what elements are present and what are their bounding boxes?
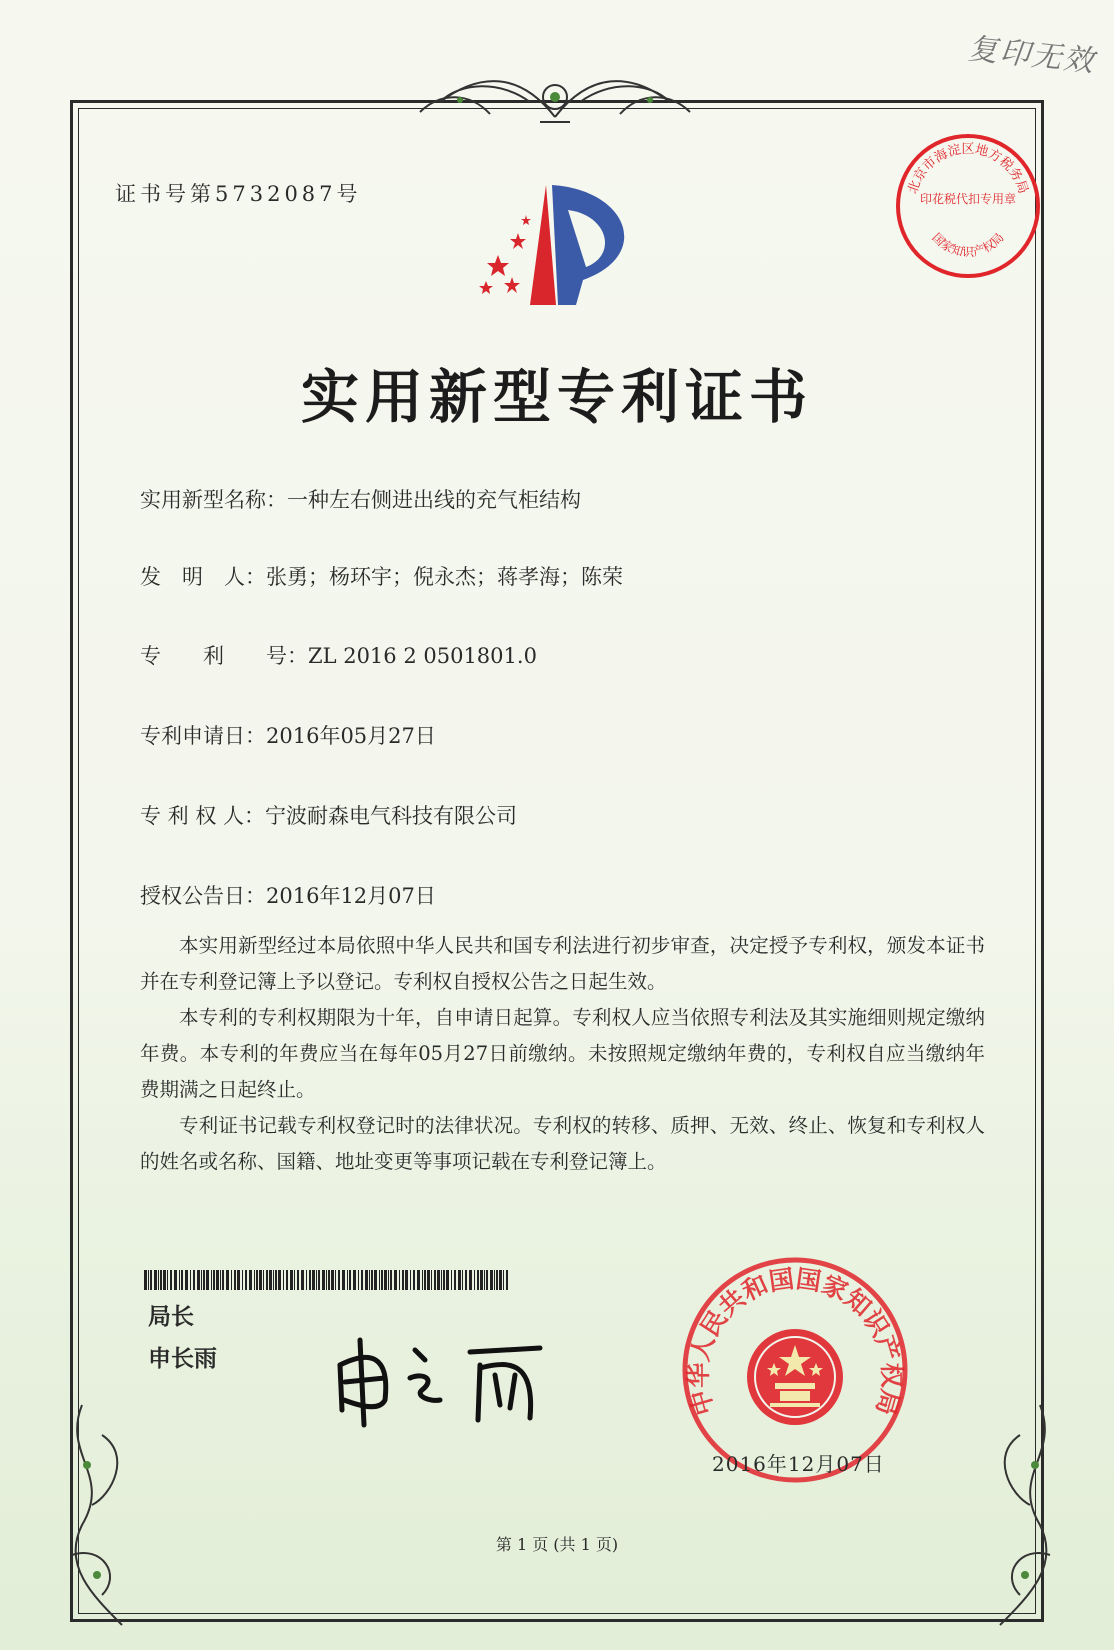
barcode-bar xyxy=(254,1270,255,1290)
barcode-bar xyxy=(469,1270,472,1290)
barcode-bar xyxy=(266,1270,268,1290)
barcode-bar xyxy=(290,1270,293,1290)
barcode-bar xyxy=(394,1270,397,1290)
national-seal-arc-text: 中华人民共和国国家知识产权局 xyxy=(683,1264,907,1419)
barcode-bar xyxy=(242,1270,243,1290)
field-label: 发 明 人： xyxy=(140,565,266,589)
certificate-number: 证书号第5732087号 xyxy=(115,182,362,206)
field-label: 授权公告日： xyxy=(140,884,266,908)
barcode-bar xyxy=(365,1270,368,1290)
barcode-bar xyxy=(220,1270,221,1290)
barcode-bar xyxy=(278,1270,281,1290)
director-signature xyxy=(330,1330,570,1430)
barcode-bar xyxy=(263,1270,264,1290)
barcode-bar xyxy=(480,1270,483,1290)
barcode-bar xyxy=(437,1270,440,1290)
barcode-bar xyxy=(384,1270,387,1290)
field-value: 宁波耐森电气科技有限公司 xyxy=(265,804,518,828)
barcode-bar xyxy=(150,1270,152,1290)
barcode-bar xyxy=(170,1270,172,1290)
barcode-bar xyxy=(399,1270,400,1290)
barcode-bar xyxy=(154,1270,157,1290)
document-title: 实用新型专利证书 xyxy=(300,363,813,431)
barcode-bar xyxy=(443,1270,445,1290)
barcode-bar xyxy=(273,1270,274,1290)
barcode-bar xyxy=(301,1270,304,1290)
field-application-date xyxy=(140,720,436,750)
barcode-bar xyxy=(434,1270,436,1290)
barcode-bar xyxy=(256,1270,258,1290)
barcode-bar xyxy=(462,1270,463,1290)
barcode-bar xyxy=(144,1270,147,1290)
barcode-bar xyxy=(353,1270,356,1290)
barcode-bar xyxy=(431,1270,432,1290)
barcode-bar xyxy=(309,1270,311,1290)
barcode-bar xyxy=(496,1270,498,1290)
barcode-bar xyxy=(477,1270,479,1290)
barcode-bar xyxy=(506,1270,508,1290)
barcode-bar xyxy=(427,1270,430,1290)
barcode-bar xyxy=(326,1270,327,1290)
field-label: 专 利 权 人： xyxy=(140,804,266,828)
barcode-bar xyxy=(237,1270,240,1290)
barcode-bar xyxy=(422,1270,423,1290)
barcode-bar xyxy=(213,1270,215,1290)
barcode-bar xyxy=(361,1270,363,1290)
barcode-bar xyxy=(259,1270,262,1290)
barcode-bar xyxy=(163,1270,166,1290)
barcode-bar xyxy=(231,1270,232,1290)
bottom-right-ornament xyxy=(950,1395,1070,1635)
barcode-bar xyxy=(342,1270,345,1290)
tax-seal-bottom-text: 国家知识产权局 xyxy=(929,230,1007,259)
barcode-bar xyxy=(417,1270,420,1290)
field-inventors xyxy=(140,561,623,591)
barcode-bar xyxy=(331,1270,334,1290)
tax-office-seal xyxy=(893,131,1043,281)
field-grant-date xyxy=(140,880,436,910)
field-utility-name xyxy=(140,484,581,514)
field-value: 张勇；杨环宇；倪永杰；蒋孝海；陈荣 xyxy=(266,565,623,589)
barcode-bar xyxy=(193,1270,195,1290)
barcode-bar xyxy=(294,1270,295,1290)
barcode-bar xyxy=(328,1270,330,1290)
barcode-bar xyxy=(222,1270,224,1290)
barcode-bar xyxy=(234,1270,236,1290)
barcode-bar xyxy=(269,1270,272,1290)
barcode-bar xyxy=(174,1270,177,1290)
barcode-bar xyxy=(245,1270,247,1290)
field-label: 专利申请日： xyxy=(140,724,266,748)
barcode-bar xyxy=(405,1270,408,1290)
barcode-bar xyxy=(499,1270,502,1290)
barcode-bar xyxy=(494,1270,495,1290)
barcode-bar xyxy=(338,1270,340,1290)
handwritten-note: 复印无效 xyxy=(966,31,1098,80)
barcode-bar xyxy=(203,1270,205,1290)
barcode-bar xyxy=(148,1270,149,1290)
paragraph-1: 本实用新型经过本局依照中华人民共和国专利法进行初步审查，决定授予专利权，颁发本证书并在专利登记簿上予以登记。专利权自授权公告之日起生效。 xyxy=(140,934,985,993)
barcode-bar xyxy=(286,1270,288,1290)
barcode-bar xyxy=(179,1270,180,1290)
barcode-bar xyxy=(226,1270,229,1290)
body-text xyxy=(140,928,985,1180)
barcode-bar xyxy=(441,1270,442,1290)
director-title: 局长 xyxy=(148,1304,194,1330)
barcode-bar xyxy=(349,1270,351,1290)
patent-office-logo xyxy=(478,185,653,315)
barcode-bar xyxy=(275,1270,277,1290)
barcode-bar xyxy=(197,1270,200,1290)
barcode-bar xyxy=(388,1270,389,1290)
barcode-bar xyxy=(160,1270,162,1290)
barcode-bar xyxy=(424,1270,426,1290)
barcode-bar xyxy=(185,1270,188,1290)
barcode-bar xyxy=(181,1270,183,1290)
barcode-bar xyxy=(201,1270,202,1290)
barcode-bar xyxy=(503,1270,504,1290)
tax-seal-arc-text: 北京市海淀区地方税务局 xyxy=(905,142,1031,196)
barcode-bar xyxy=(158,1270,159,1290)
national-emblem xyxy=(747,1329,843,1425)
barcode-bar xyxy=(490,1270,493,1290)
barcode-bar xyxy=(206,1270,209,1290)
field-value: 一种左右侧进出线的充气柜结构 xyxy=(287,488,581,512)
barcode-bar xyxy=(484,1270,485,1290)
field-value: 2016年12月07日 xyxy=(266,884,436,908)
barcode-bar xyxy=(390,1270,392,1290)
barcode-bar xyxy=(371,1270,373,1290)
barcode-bar xyxy=(465,1270,467,1290)
tax-seal-center-text: 印花税代扣专用章 xyxy=(919,192,1017,206)
barcode-bar xyxy=(216,1270,219,1290)
barcode-bar xyxy=(167,1270,168,1290)
field-value: 2016年05月27日 xyxy=(266,724,436,748)
barcode-bar xyxy=(454,1270,456,1290)
barcode-bar xyxy=(306,1270,307,1290)
field-label: 实用新型名称： xyxy=(140,488,287,512)
field-value: ZL 2016 2 0501801.0 xyxy=(308,644,537,668)
top-ornament xyxy=(400,62,710,132)
bottom-left-ornament xyxy=(52,1395,172,1635)
barcode-bar xyxy=(249,1270,252,1290)
barcode-bar xyxy=(446,1270,449,1290)
barcode-bar xyxy=(335,1270,336,1290)
director-name: 申长雨 xyxy=(148,1346,217,1372)
barcode-bar xyxy=(190,1270,191,1290)
paragraph-2: 本专利的专利权期限为十年，自申请日起算。专利权人应当依照专利法及其实施细则规定缴纳年费。本专利的年费应当在每年05月27日前缴纳。未按照规定缴纳年费的，专利权自应当缴纳年费期满之日起终止。 xyxy=(140,1006,985,1101)
barcode-bar xyxy=(369,1270,370,1290)
barcode xyxy=(144,1270,512,1290)
barcode-bar xyxy=(322,1270,325,1290)
barcode-bar xyxy=(211,1270,212,1290)
barcode-bar xyxy=(347,1270,348,1290)
barcode-bar xyxy=(474,1270,475,1290)
barcode-bar xyxy=(358,1270,359,1290)
field-patentee xyxy=(140,800,517,830)
barcode-bar xyxy=(374,1270,377,1290)
barcode-bar xyxy=(283,1270,284,1290)
field-patent-number xyxy=(140,640,537,670)
field-label: 专 利 号： xyxy=(140,644,308,668)
barcode-bar xyxy=(297,1270,299,1290)
barcode-bar xyxy=(318,1270,320,1290)
barcode-bar xyxy=(486,1270,488,1290)
page-number: 第 1 页 (共 1 页) xyxy=(495,1535,619,1554)
barcode-bar xyxy=(458,1270,461,1290)
barcode-bar xyxy=(451,1270,452,1290)
barcode-bar xyxy=(381,1270,383,1290)
seal-date: 2016年12月07日 xyxy=(712,1452,885,1476)
svg-text:国家知识产权局 xyxy=(929,230,1006,259)
barcode-bar xyxy=(316,1270,317,1290)
paragraph-3: 专利证书记载专利权登记时的法律状况。专利权的转移、质押、无效、终止、恢复和专利权人的姓名或名称、国籍、地址变更等事项记载在专利登记簿上。 xyxy=(140,1114,985,1173)
barcode-bar xyxy=(402,1270,404,1290)
barcode-bar xyxy=(413,1270,415,1290)
barcode-bar xyxy=(410,1270,411,1290)
barcode-bar xyxy=(379,1270,380,1290)
barcode-bar xyxy=(312,1270,315,1290)
